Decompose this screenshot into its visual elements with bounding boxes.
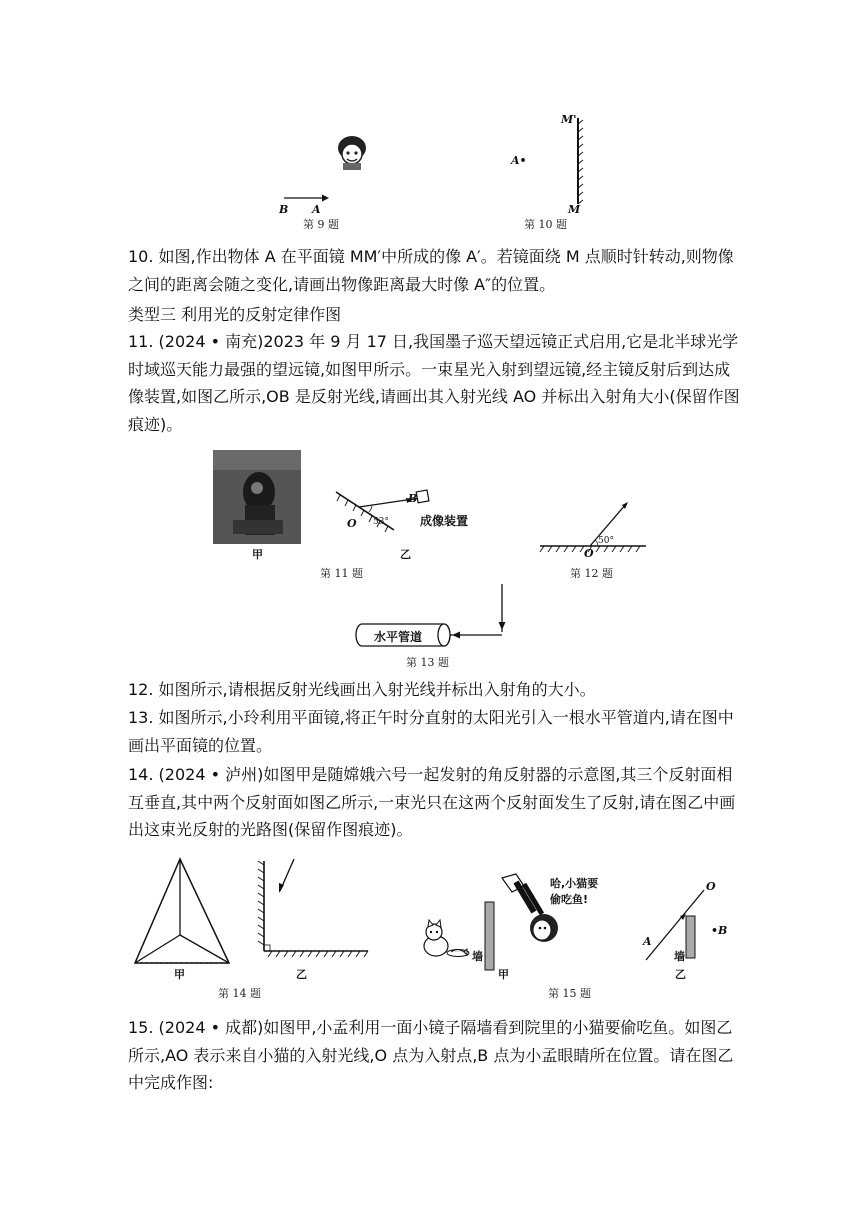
angle-label: 53° xyxy=(373,517,389,527)
caption-10: 第 10 题 xyxy=(524,218,567,231)
label-b: B xyxy=(408,492,418,505)
caption-15: 第 15 题 xyxy=(548,987,591,1000)
label-m-prime: M' xyxy=(561,113,577,126)
section-type-3: 类型三 利用光的反射定律作图 xyxy=(128,305,342,324)
question-10: 10. 如图,作出物体 A 在平面镜 MM′中所成的像 A′。若镜面绕 M 点顺时针转动,则物像之间的距离会随之变化,请画出物像距离最大时像 A″的位置。 xyxy=(128,247,734,294)
telescope-photo xyxy=(213,450,301,544)
device-label: 成像装置 xyxy=(420,514,469,528)
label-jia: 甲 xyxy=(252,548,263,561)
speech-line-2: 偷吃鱼! xyxy=(550,893,589,906)
label-b: •B xyxy=(711,924,728,937)
fish-plate-icon xyxy=(446,946,470,958)
pipe-label: 水平管道 xyxy=(374,630,423,644)
label-a: A• xyxy=(511,154,527,167)
arrow-ba xyxy=(282,193,332,203)
question-14: 14. (2024 • 泸州)如图甲是随嫦娥六号一起发射的角反射器的示意图,其三个反射面相互垂直,其中两个反射面如图乙所示,一束光只在这两个反射面发生了反射,请在图乙中画出这束光反射的光路图(保留作图痕迹)。 xyxy=(128,765,736,839)
speech-line-1: 哈,小猫要 xyxy=(550,877,599,890)
label-b: B xyxy=(279,203,289,216)
question-12: 12. 如图所示,请根据反射光线画出入射光线并标出入射角的大小。 xyxy=(128,680,596,699)
pipe-diagram-13 xyxy=(354,584,524,656)
label-yi: 乙 xyxy=(296,968,307,981)
telescope-icon xyxy=(213,450,301,544)
label-yi: 乙 xyxy=(675,968,686,981)
label-jia: 甲 xyxy=(174,968,185,981)
corner-reflector-jia xyxy=(132,855,232,965)
caption-11: 第 11 题 xyxy=(320,567,363,580)
question-11: 11. (2024 • 南充)2023 年 9 月 17 日,我国墨子巡天望远镜正式启用,它是北半球光学时域巡天能力最强的望远镜,如图甲所示。一束星光入射到望远镜,经主镜反射后到达成像装置,如图乙所示,OB 是反射光线,请画出其入射光线 AO 并标出入射角大小(保留作图痕迹)。 xyxy=(128,332,740,434)
label-a: A xyxy=(643,935,652,948)
caption-12: 第 12 题 xyxy=(570,567,613,580)
caption-9: 第 9 题 xyxy=(303,218,339,231)
question-15: 15. (2024 • 成都)如图甲,小孟利用一面小镜子隔墙看到院里的小猫要偷吃鱼。如图乙所示,AO 表示来自小猫的入射光线,O 点为入射点,B 点为小孟眼睛所在位置。请在图乙中完成作图: xyxy=(128,1018,734,1092)
wall-label-yi: 墙 xyxy=(674,950,685,963)
label-o: O xyxy=(347,517,357,530)
mirror-diagram-12 xyxy=(540,500,650,560)
angle-label: 50° xyxy=(598,536,614,546)
label-jia: 甲 xyxy=(498,968,509,981)
label-yi: 乙 xyxy=(400,548,411,561)
corner-reflector-yi xyxy=(250,855,380,965)
label-o: O xyxy=(584,547,594,560)
wall-jia xyxy=(485,902,495,972)
boy-icon xyxy=(332,132,372,172)
label-a: A xyxy=(312,203,321,216)
question-13: 13. 如图所示,小玲利用平面镜,将正午时分直射的太阳光引入一根水平管道内,请在图中画出平面镜的位置。 xyxy=(128,708,734,755)
caption-13: 第 13 题 xyxy=(406,656,449,669)
label-m: M xyxy=(568,203,581,216)
wall-label: 墙 xyxy=(472,950,483,963)
mirror-mm xyxy=(568,118,588,208)
label-o: O xyxy=(706,880,716,893)
caption-14: 第 14 题 xyxy=(218,987,261,1000)
